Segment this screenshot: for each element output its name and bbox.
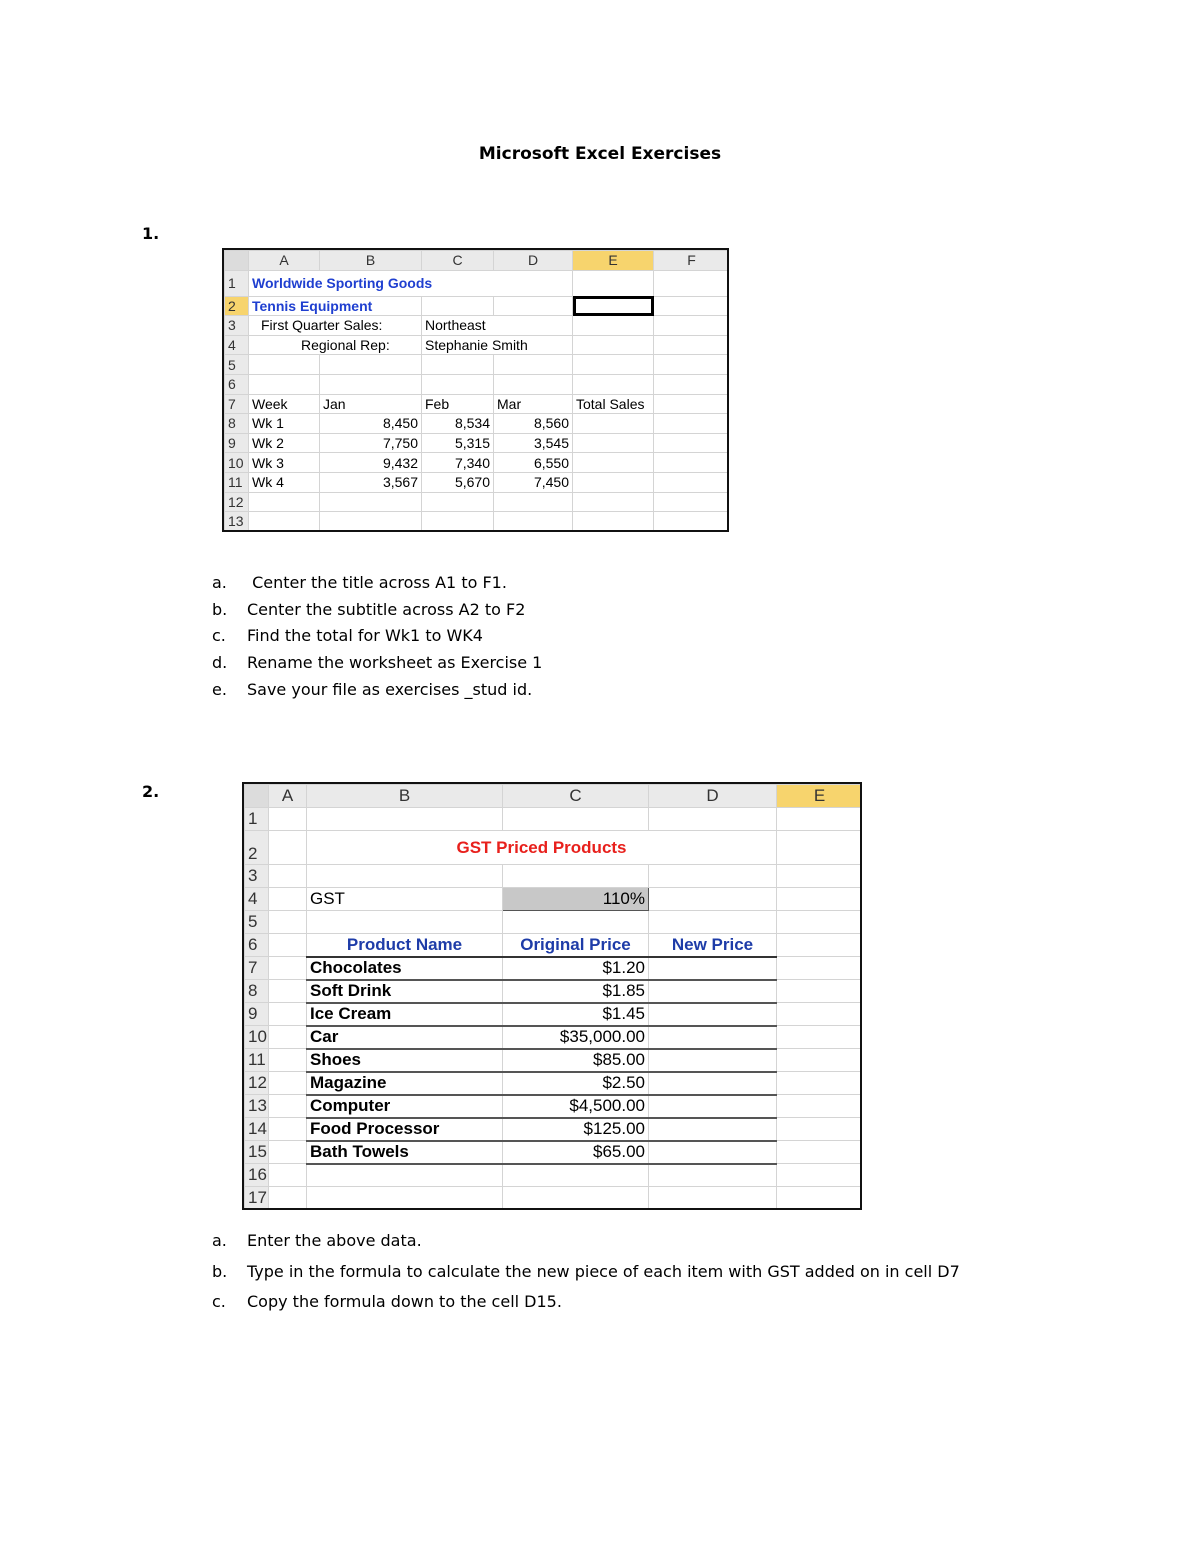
cell[interactable] — [649, 1187, 777, 1209]
cell[interactable] — [320, 374, 422, 394]
cell[interactable] — [249, 355, 320, 375]
cell[interactable] — [573, 355, 654, 375]
gst-value-cell[interactable]: 110% — [503, 888, 649, 911]
week-cell[interactable]: Wk 2 — [249, 433, 320, 453]
cell[interactable] — [269, 911, 307, 934]
row-header[interactable]: 11 — [225, 472, 249, 492]
row-header[interactable]: 10 — [245, 1026, 269, 1049]
feb-value-cell[interactable]: 5,315 — [422, 433, 494, 453]
cell[interactable] — [269, 1026, 307, 1049]
task-item — [212, 1257, 960, 1288]
cell[interactable] — [573, 316, 654, 336]
cell[interactable] — [269, 1118, 307, 1141]
cell[interactable] — [777, 1049, 863, 1072]
row-header[interactable]: 3 — [225, 316, 249, 336]
product-name-cell[interactable]: Computer — [307, 1095, 503, 1118]
cell[interactable] — [777, 1141, 863, 1164]
cell[interactable] — [249, 512, 320, 532]
cell[interactable] — [777, 934, 863, 957]
task-text: Rename the worksheet as Exercise 1 — [247, 653, 543, 673]
cell[interactable] — [494, 512, 573, 532]
new-price-cell[interactable] — [649, 1141, 777, 1164]
task-item — [212, 570, 542, 597]
product-name-cell[interactable]: Bath Towels — [307, 1141, 503, 1164]
row-header[interactable]: 2 — [245, 831, 269, 865]
cell[interactable] — [269, 934, 307, 957]
column-header-a[interactable]: A — [269, 785, 307, 808]
cell[interactable] — [422, 355, 494, 375]
original-price-cell[interactable]: $125.00 — [503, 1118, 649, 1141]
column-header-e[interactable]: E — [777, 785, 863, 808]
cell[interactable] — [777, 808, 863, 831]
cell[interactable] — [269, 1187, 307, 1209]
jan-value-cell[interactable]: 8,450 — [320, 414, 422, 434]
original-price-cell[interactable]: $1.45 — [503, 1003, 649, 1026]
task-text: Center the subtitle across A2 to F2 — [247, 599, 526, 619]
cell[interactable] — [654, 433, 730, 453]
cell[interactable] — [503, 865, 649, 888]
cell[interactable] — [777, 1072, 863, 1095]
sheet-title-cell[interactable]: GST Priced Products — [307, 831, 777, 865]
cell[interactable] — [777, 1118, 863, 1141]
mar-value-cell[interactable]: 8,560 — [494, 414, 573, 434]
cell[interactable] — [654, 512, 730, 532]
task-marker: a. — [212, 573, 227, 592]
total-cell[interactable] — [573, 453, 654, 473]
jan-value-cell[interactable]: 3,567 — [320, 472, 422, 492]
rep-label-cell[interactable]: Regional Rep: — [249, 335, 422, 355]
task-text: Enter the above data. — [247, 1231, 422, 1250]
exercise-1-task-list — [212, 570, 542, 704]
cell[interactable] — [654, 270, 730, 296]
task-marker: c. — [212, 626, 226, 646]
sheet-title-cell[interactable]: Worldwide Sporting Goods — [249, 270, 573, 296]
cell[interactable] — [269, 957, 307, 980]
row-header[interactable]: 6 — [245, 934, 269, 957]
product-name-cell[interactable]: Car — [307, 1026, 503, 1049]
original-price-cell[interactable]: $1.20 — [503, 957, 649, 980]
cell[interactable] — [307, 808, 503, 831]
gst-label-cell[interactable]: GST — [307, 888, 503, 911]
cell[interactable] — [269, 1141, 307, 1164]
row-header[interactable]: 14 — [245, 1118, 269, 1141]
row-header[interactable]: 11 — [245, 1049, 269, 1072]
task-marker: d. — [212, 653, 228, 673]
row-header[interactable]: 4 — [245, 888, 269, 911]
exercise-1-spreadsheet — [222, 248, 729, 532]
cell[interactable] — [494, 374, 573, 394]
row-header[interactable]: 7 — [245, 957, 269, 980]
feb-value-cell[interactable]: 8,534 — [422, 414, 494, 434]
column-header-a[interactable]: A — [249, 251, 320, 271]
row-header[interactable]: 12 — [225, 492, 249, 512]
cell[interactable] — [269, 1049, 307, 1072]
task-text: Copy the formula down to the cell D15. — [247, 1292, 562, 1311]
header-feb-cell[interactable]: Feb — [422, 394, 494, 414]
cell[interactable] — [269, 888, 307, 911]
exercise-2-task-list — [212, 1226, 960, 1318]
task-marker: b. — [212, 599, 228, 619]
cell[interactable] — [249, 374, 320, 394]
row-header[interactable]: 1 — [245, 808, 269, 831]
product-name-cell[interactable]: Chocolates — [307, 957, 503, 980]
original-price-cell[interactable]: $1.85 — [503, 980, 649, 1003]
row-header[interactable]: 12 — [245, 1072, 269, 1095]
row-header[interactable]: 5 — [225, 355, 249, 375]
cell[interactable] — [649, 888, 777, 911]
cell[interactable] — [777, 1003, 863, 1026]
task-item — [212, 1287, 960, 1318]
total-cell[interactable] — [573, 433, 654, 453]
original-price-cell[interactable]: $2.50 — [503, 1072, 649, 1095]
column-header-e[interactable]: E — [573, 251, 654, 271]
cell[interactable] — [269, 1072, 307, 1095]
cell[interactable] — [573, 335, 654, 355]
document-title: Microsoft Excel Exercises — [478, 144, 722, 164]
region-value-cell[interactable]: Northeast — [422, 316, 573, 336]
column-header-b[interactable]: B — [320, 251, 422, 271]
jan-value-cell[interactable]: 9,432 — [320, 453, 422, 473]
mar-value-cell[interactable]: 7,450 — [494, 472, 573, 492]
cell[interactable] — [649, 1164, 777, 1187]
cell[interactable] — [573, 270, 654, 296]
cell[interactable] — [503, 1187, 649, 1209]
cell[interactable] — [654, 316, 730, 336]
active-cell[interactable] — [573, 296, 654, 316]
original-price-cell[interactable]: $4,500.00 — [503, 1095, 649, 1118]
new-price-cell[interactable] — [649, 1072, 777, 1095]
header-mar-cell[interactable]: Mar — [494, 394, 573, 414]
rep-value-cell[interactable]: Stephanie Smith — [422, 335, 573, 355]
cell[interactable] — [573, 512, 654, 532]
cell[interactable] — [249, 492, 320, 512]
row-header[interactable]: 13 — [225, 512, 249, 532]
task-text: Find the total for Wk1 to WK4 — [247, 626, 483, 646]
cell[interactable] — [494, 296, 573, 316]
cell[interactable] — [269, 865, 307, 888]
cell[interactable] — [320, 512, 422, 532]
cell[interactable] — [777, 1026, 863, 1049]
cell[interactable] — [777, 980, 863, 1003]
exercise-1-number: 1. — [142, 224, 160, 243]
row-header[interactable]: 13 — [245, 1095, 269, 1118]
new-price-cell[interactable] — [649, 1095, 777, 1118]
feb-value-cell[interactable]: 7,340 — [422, 453, 494, 473]
column-header-c[interactable]: C — [422, 251, 494, 271]
row-header[interactable]: 8 — [225, 414, 249, 434]
cell[interactable] — [649, 911, 777, 934]
task-item — [212, 650, 542, 677]
row-header[interactable]: 7 — [225, 394, 249, 414]
row-header[interactable]: 1 — [225, 270, 249, 296]
task-marker: b. — [212, 1261, 228, 1281]
row-header[interactable]: 3 — [245, 865, 269, 888]
task-item — [212, 597, 542, 624]
row-header[interactable]: 15 — [245, 1141, 269, 1164]
cell[interactable] — [307, 865, 503, 888]
cell[interactable] — [494, 492, 573, 512]
row-header[interactable]: 2 — [225, 296, 249, 316]
product-name-cell[interactable]: Ice Cream — [307, 1003, 503, 1026]
row-header[interactable]: 6 — [225, 374, 249, 394]
header-original-price-cell[interactable]: Original Price — [503, 934, 649, 957]
product-name-cell[interactable]: Soft Drink — [307, 980, 503, 1003]
column-header-d[interactable]: D — [649, 785, 777, 808]
original-price-cell[interactable]: $65.00 — [503, 1141, 649, 1164]
task-text: Type in the formula to calculate the new piece of each item with GST added on in cell D7 — [247, 1261, 960, 1281]
cell[interactable] — [269, 1164, 307, 1187]
cell[interactable] — [494, 355, 573, 375]
row-header[interactable]: 10 — [225, 453, 249, 473]
cell[interactable] — [649, 808, 777, 831]
jan-value-cell[interactable]: 7,750 — [320, 433, 422, 453]
select-all-corner[interactable] — [225, 251, 249, 271]
task-text: Center the title across A1 to F1. — [247, 573, 507, 592]
exercise-2-spreadsheet — [242, 782, 862, 1210]
exercise-2-number: 2. — [142, 782, 160, 801]
cell[interactable] — [777, 1095, 863, 1118]
new-price-cell[interactable] — [649, 980, 777, 1003]
cell[interactable] — [654, 394, 730, 414]
cell[interactable] — [654, 492, 730, 512]
task-marker: c. — [212, 1292, 226, 1311]
product-name-cell[interactable]: Food Processor — [307, 1118, 503, 1141]
cell[interactable] — [503, 1164, 649, 1187]
mar-value-cell[interactable]: 6,550 — [494, 453, 573, 473]
cell[interactable] — [307, 1187, 503, 1209]
cell[interactable] — [422, 512, 494, 532]
original-price-cell[interactable]: $35,000.00 — [503, 1026, 649, 1049]
row-header[interactable]: 5 — [245, 911, 269, 934]
cell[interactable] — [269, 980, 307, 1003]
cell[interactable] — [654, 453, 730, 473]
week-cell[interactable]: Wk 1 — [249, 414, 320, 434]
cell[interactable] — [654, 472, 730, 492]
cell[interactable] — [777, 831, 863, 865]
product-name-cell[interactable]: Magazine — [307, 1072, 503, 1095]
task-text: Save your file as exercises _stud id. — [247, 679, 533, 699]
row-header[interactable]: 9 — [245, 1003, 269, 1026]
cell[interactable] — [573, 374, 654, 394]
row-header[interactable]: 9 — [225, 433, 249, 453]
cell[interactable] — [503, 808, 649, 831]
column-header-c[interactable]: C — [503, 785, 649, 808]
cell[interactable] — [307, 911, 503, 934]
row-header[interactable]: 8 — [245, 980, 269, 1003]
cell[interactable] — [503, 911, 649, 934]
header-product-name-cell[interactable]: Product Name — [307, 934, 503, 957]
cell[interactable] — [777, 911, 863, 934]
cell[interactable] — [320, 492, 422, 512]
cell[interactable] — [777, 888, 863, 911]
original-price-cell[interactable]: $85.00 — [503, 1049, 649, 1072]
product-name-cell[interactable]: Shoes — [307, 1049, 503, 1072]
column-header-d[interactable]: D — [494, 251, 573, 271]
region-label-cell[interactable]: First Quarter Sales: — [249, 316, 422, 336]
header-new-price-cell[interactable]: New Price — [649, 934, 777, 957]
cell[interactable] — [777, 957, 863, 980]
cell[interactable] — [777, 865, 863, 888]
feb-value-cell[interactable]: 5,670 — [422, 472, 494, 492]
cell[interactable] — [269, 808, 307, 831]
cell[interactable] — [777, 1187, 863, 1209]
row-header[interactable]: 4 — [225, 335, 249, 355]
week-cell[interactable]: Wk 4 — [249, 472, 320, 492]
cell[interactable] — [269, 831, 307, 865]
cell[interactable] — [777, 1164, 863, 1187]
cell[interactable] — [654, 414, 730, 434]
mar-value-cell[interactable]: 3,545 — [494, 433, 573, 453]
cell[interactable] — [422, 296, 494, 316]
sheet-subtitle-cell[interactable]: Tennis Equipment — [249, 296, 422, 316]
cell[interactable] — [422, 374, 494, 394]
total-cell[interactable] — [573, 414, 654, 434]
column-header-f[interactable]: F — [654, 251, 730, 271]
cell[interactable] — [269, 1003, 307, 1026]
cell[interactable] — [573, 492, 654, 512]
cell[interactable] — [649, 865, 777, 888]
header-total-sales-cell[interactable]: Total Sales — [573, 394, 654, 414]
cell[interactable] — [307, 1164, 503, 1187]
row-header[interactable]: 16 — [245, 1164, 269, 1187]
header-jan-cell[interactable]: Jan — [320, 394, 422, 414]
cell[interactable] — [654, 335, 730, 355]
new-price-cell[interactable] — [649, 1049, 777, 1072]
header-week-cell[interactable]: Week — [249, 394, 320, 414]
cell[interactable] — [320, 355, 422, 375]
task-marker: a. — [212, 1231, 227, 1250]
new-price-cell[interactable] — [649, 1003, 777, 1026]
task-marker: e. — [212, 679, 227, 699]
total-cell[interactable] — [573, 472, 654, 492]
task-item — [212, 677, 542, 704]
cell[interactable] — [654, 374, 730, 394]
cell[interactable] — [654, 296, 730, 316]
week-cell[interactable]: Wk 3 — [249, 453, 320, 473]
cell[interactable] — [422, 492, 494, 512]
task-item — [212, 1226, 960, 1257]
row-header[interactable]: 17 — [245, 1187, 269, 1209]
task-item — [212, 623, 542, 650]
new-price-cell[interactable] — [649, 957, 777, 980]
select-all-corner[interactable] — [245, 785, 269, 808]
new-price-cell[interactable] — [649, 1026, 777, 1049]
cell[interactable] — [654, 355, 730, 375]
cell[interactable] — [269, 1095, 307, 1118]
new-price-cell[interactable] — [649, 1118, 777, 1141]
column-header-b[interactable]: B — [307, 785, 503, 808]
